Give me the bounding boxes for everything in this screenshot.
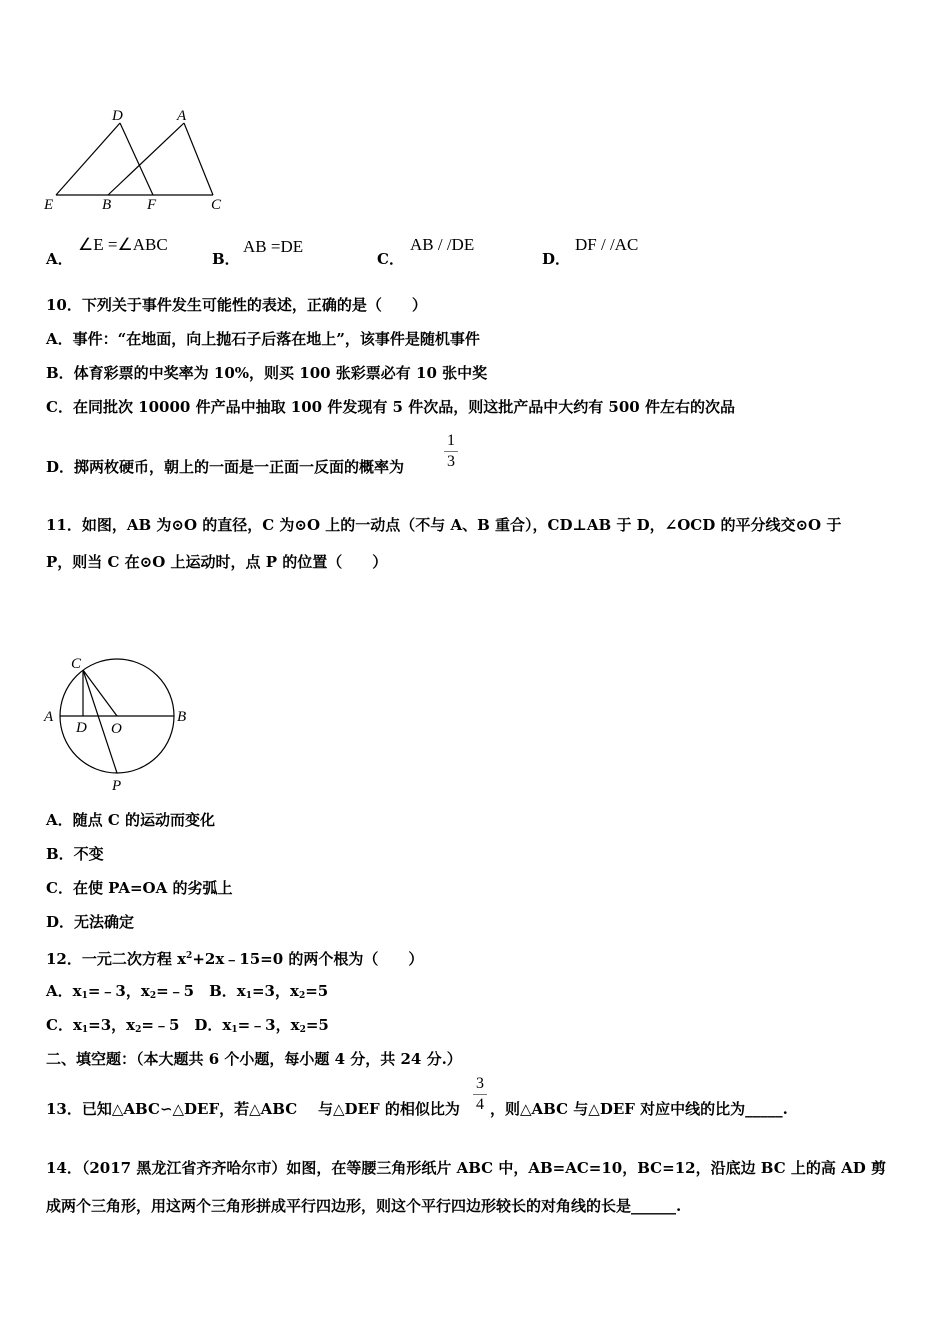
circle-figure-q11 xyxy=(40,650,200,795)
q10-option-a[interactable]: A．事件：“在地面，向上抛石子后落在地上”，该事件是随机事件 xyxy=(46,330,480,348)
q11-option-c[interactable]: C．在使 PA=OA 的劣弧上 xyxy=(46,879,233,897)
q13-text-mid: 与△DEF 的相似比为 xyxy=(318,1100,460,1118)
q13-denominator: 4 xyxy=(476,1096,484,1113)
q14-line2: 成两个三角形，用这两个三角形拼成平行四边形，则这个平行四边形较长的对角线的长是______. xyxy=(46,1197,682,1215)
q9-option-d-letter[interactable]: D． xyxy=(542,250,571,268)
q10-stem: 10．下列关于事件发生可能性的表述，正确的是（ ） xyxy=(46,296,427,314)
segment-df xyxy=(120,123,153,195)
q9-option-a-letter[interactable]: A． xyxy=(46,250,73,268)
q9-option-c-expr: AB / /DE xyxy=(410,235,475,254)
q12-options-cd[interactable]: C．$x_1=3$，$x_2=﹣5$ D．$x_1=﹣3$，$x_2=5$ xyxy=(46,1016,329,1035)
label-b: B xyxy=(177,709,187,725)
label-d: D xyxy=(112,108,123,124)
q10-d-denominator: 3 xyxy=(447,453,455,470)
q13-numerator: 3 xyxy=(476,1075,484,1092)
q10-d-numerator: 1 xyxy=(447,432,455,449)
label-d: D xyxy=(76,720,87,736)
q11-option-b[interactable]: B．不变 xyxy=(46,845,104,863)
q9-option-a-expr: ∠E =∠ABC xyxy=(78,235,168,254)
label-o: O xyxy=(111,721,122,737)
label-c: C xyxy=(71,656,82,672)
q10-option-d[interactable]: D．掷两枚硬币，朝上的一面是一正面一反面的概率为 xyxy=(46,458,405,476)
q11-stem-line1: 11．如图，AB 为⊙O 的直径，C 为⊙O 上的一动点（不与 A、B 重合），CD⊥AB 于 D，∠OCD 的平分线交⊙O 于 xyxy=(46,516,842,534)
q11-option-a[interactable]: A．随点 C 的运动而变化 xyxy=(46,811,216,829)
q13-text-pre: 13．已知△ABC∽△DEF，若△ABC xyxy=(46,1100,298,1118)
label-a: A xyxy=(177,108,187,124)
segment-ba xyxy=(108,123,184,195)
label-e: E xyxy=(44,197,54,213)
segment-ed xyxy=(56,123,120,195)
q13-fraction xyxy=(473,1075,487,1114)
triangle-figure-q9 xyxy=(36,100,236,220)
label-b: B xyxy=(102,197,112,213)
segment-ac xyxy=(184,123,213,195)
q10-option-d-fraction xyxy=(444,432,458,471)
label-c: C xyxy=(211,197,222,213)
label-f: F xyxy=(147,197,157,213)
label-p: P xyxy=(112,778,122,794)
q10-option-c[interactable]: C．在同批次 10000 件产品中抽取 100 件发现有 5 件次品，则这批产品中大约有 500 件左右的次品 xyxy=(46,398,735,416)
q9-option-c-letter[interactable]: C． xyxy=(377,250,404,268)
q12-stem: 12．一元二次方程 $x^2+2x﹣15=0$ 的两个根为（ ） xyxy=(46,950,424,968)
q13-text-post: ，则△ABC 与△DEF 对应中线的比为_____. xyxy=(490,1100,788,1118)
q14-line1: 14．（2017 黑龙江省齐齐哈尔市）如图，在等腰三角形纸片 ABC 中，AB=AC=10，BC=12，沿底边 BC 上的高 AD 剪 xyxy=(46,1159,886,1177)
section-2-heading: 二、填空题：（本大题共 6 个小题，每小题 4 分，共 24 分.） xyxy=(46,1050,462,1068)
label-a: A xyxy=(44,709,54,725)
q10-option-b[interactable]: B．体育彩票的中奖率为 10%，则买 100 张彩票必有 10 张中奖 xyxy=(46,364,488,382)
q11-stem-line2: P，则当 C 在⊙O 上运动时，点 P 的位置（ ） xyxy=(46,553,388,571)
q11-option-d[interactable]: D．无法确定 xyxy=(46,913,135,931)
q9-option-b-expr: AB =DE xyxy=(243,237,304,256)
q9-option-b-letter[interactable]: B． xyxy=(212,250,240,268)
segment-co xyxy=(83,670,117,716)
q9-option-d-expr: DF / /AC xyxy=(575,235,639,254)
q12-options-ab[interactable]: A．$x_1=﹣3$，$x_2=﹣5$ B．$x_1=3$，$x_2=5$ xyxy=(46,982,329,1001)
